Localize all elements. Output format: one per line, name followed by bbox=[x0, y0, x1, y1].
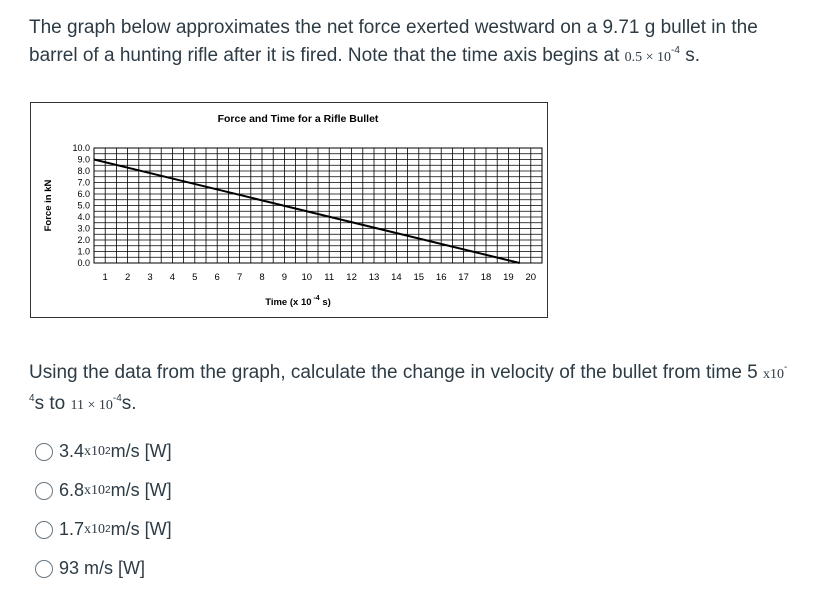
x-tick-label: 3 bbox=[147, 272, 153, 283]
x-tick-label: 9 bbox=[281, 272, 288, 283]
intro-text-end: s. bbox=[679, 45, 701, 66]
x-tick-label: 20 bbox=[525, 272, 537, 283]
radio-button[interactable] bbox=[35, 482, 53, 500]
prompt-t1-exponent: -4 bbox=[29, 362, 788, 404]
y-tick-label: 2.0 bbox=[77, 235, 90, 245]
x-axis-label: Time (x 10 $^{-4}$ s) bbox=[265, 295, 331, 308]
radio-button[interactable] bbox=[35, 521, 53, 539]
prompt-text-end: s. bbox=[121, 393, 137, 414]
x-tick-label: 19 bbox=[503, 272, 514, 283]
y-tick-label: 10.0 bbox=[72, 143, 90, 153]
answer-option-3[interactable]: 1.7 x10 2 m/s [W] bbox=[31, 510, 172, 549]
x-tick-label: 11 bbox=[324, 272, 335, 283]
intro-time-exponent: -4 bbox=[671, 45, 680, 56]
radio-button[interactable] bbox=[35, 560, 53, 578]
y-tick-label: 7.0 bbox=[77, 177, 90, 188]
answer-option-2[interactable]: 6.8 x10 2 m/s [W] bbox=[31, 471, 172, 510]
x-tick-label: 10 bbox=[301, 272, 313, 283]
radio-button[interactable] bbox=[35, 443, 53, 461]
y-tick-label: 0.0 bbox=[77, 258, 90, 268]
y-tick-label: 8.0 bbox=[77, 166, 90, 176]
question-prompt bbox=[29, 358, 799, 420]
y-tick-label: 9.0 bbox=[77, 154, 90, 165]
intro-time-value: 0.5 × 10 bbox=[624, 50, 672, 65]
prompt-t2-exponent: -4 bbox=[112, 393, 122, 404]
y-tick-label: 3.0 bbox=[77, 223, 90, 234]
x-tick-label: 5 bbox=[192, 272, 198, 283]
y-tick-label: 4.0 bbox=[77, 212, 90, 222]
answer-value: 3.4 bbox=[59, 441, 85, 461]
y-tick-label: 5.0 bbox=[77, 200, 90, 211]
y-axis-label: Force in kN bbox=[43, 179, 54, 232]
question-intro bbox=[29, 14, 799, 72]
x-tick-label: 17 bbox=[458, 272, 469, 283]
y-tick-label: 6.0 bbox=[77, 189, 90, 199]
answer-option-1[interactable]: 3.4 x10 2 m/s [W] bbox=[31, 432, 172, 471]
x-tick-label: 12 bbox=[346, 272, 357, 283]
answer-unit: m/s [W] bbox=[110, 519, 172, 539]
answer-value: 1.7 bbox=[59, 519, 85, 539]
x-tick-label: 16 bbox=[435, 272, 447, 283]
force-time-chart bbox=[30, 102, 548, 318]
x-tick-label: 15 bbox=[413, 272, 425, 283]
y-tick-label: 1.0 bbox=[77, 246, 90, 257]
answer-unit: m/s [W] bbox=[110, 480, 172, 500]
prompt-text-mid: s to bbox=[34, 393, 71, 414]
answer-multiplier: x10 bbox=[84, 443, 106, 459]
x-tick-label: 4 bbox=[169, 272, 176, 283]
x-tick-label: 8 bbox=[259, 272, 265, 283]
x-tick-label: 6 bbox=[214, 272, 220, 283]
x-tick-label: 13 bbox=[368, 272, 380, 283]
x-tick-label: 1 bbox=[102, 272, 108, 283]
x-tick-label: 2 bbox=[124, 272, 131, 283]
x-tick-label: 14 bbox=[391, 272, 402, 283]
answer-option-4[interactable] bbox=[31, 549, 172, 588]
answer-value: 6.8 bbox=[59, 480, 85, 500]
x-tick-label: 18 bbox=[480, 272, 492, 283]
answer-value: 93 m/s [W] bbox=[59, 558, 146, 578]
answer-multiplier: x10 bbox=[84, 482, 106, 498]
x-tick-label: 7 bbox=[236, 272, 243, 283]
answer-multiplier: x10 bbox=[84, 521, 106, 537]
chart-title: Force and Time for a Rifle Bullet bbox=[217, 113, 379, 125]
intro-text: The graph below approximates the net force exerted westward on a 9.71 g bullet in the barrel of a hunting rifle after it is fired. Note that the time axis begins at bbox=[29, 17, 758, 66]
prompt-t1-base: x10 bbox=[763, 367, 785, 382]
answer-unit: m/s [W] bbox=[110, 441, 172, 461]
prompt-text: Using the data from the graph, calculate the change in velocity of the bullet from time 5 bbox=[29, 362, 764, 383]
chart-svg bbox=[31, 103, 546, 316]
prompt-t2-base: 11 × 10 bbox=[70, 398, 113, 413]
answer-options bbox=[31, 432, 172, 588]
